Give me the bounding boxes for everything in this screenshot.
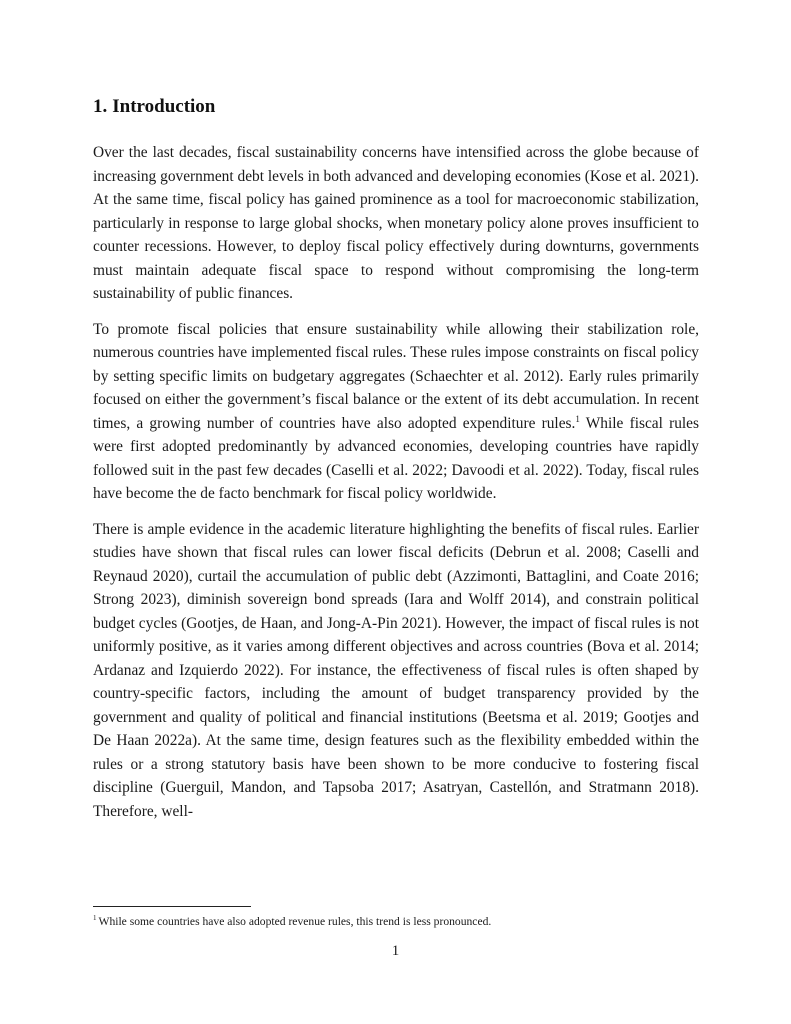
section-title: Introduction: [112, 96, 216, 117]
page-number: 1: [391, 943, 400, 959]
footnote-marker: 1: [93, 914, 97, 923]
paragraph-2-text-before-note: To promote fiscal policies that ensure sustainability while allowing their stabilization role, numerous countries have implemented fiscal rules. These rules impose constraints on fiscal policy by setting specific limits on budgetary aggregates (Schaechter et al. 2012). Early rules primarily focused on either the government’s fiscal balance or the extent of its debt accumulation. In recent times, a growing number of countries have also adopted expenditure rules.: [93, 320, 699, 432]
section-number: 1.: [93, 96, 108, 117]
footnote: [93, 914, 699, 930]
body-text: [93, 141, 699, 835]
footnote-reference-marker[interactable]: 1: [575, 413, 580, 424]
paragraph-2: [93, 318, 699, 506]
paragraph-3: There is ample evidence in the academic literature highlighting the benefits of fiscal rules. Earlier studies have shown that fiscal rules can lower fiscal deficits (Debrun et al. 2008; Caselli and Reynaud 2020), curtail the accumulation of public debt (Azzimonti, Battaglini, and Coate 2016; Strong 2023), diminish sovereign bond spreads (Iara and Wolff 2014), and constrain political budget cycles (Gootjes, de Haan, and Jong-A-Pin 2021). However, the impact of fiscal rules is not uniformly positive, as it varies among different objectives and across countries (Bova et al. 2014; Ardanaz and Izquierdo 2022). For instance, the effectiveness of fiscal rules is often shaped by country-specific factors, including the amount of budget transparency provided by the government and quality of political and financial institutions (Beetsma et al. 2019; Gootjes and De Haan 2022a). At the same time, design features such as the flexibility embedded within the rules or a strong statutory basis have been shown to be more conducive to fostering fiscal discipline (Guerguil, Mandon, and Tapsoba 2017; Asatryan, Castellón, and Stratmann 2018). Therefore, well-: [93, 520, 699, 820]
footnote-separator: [93, 906, 251, 907]
paragraph-2-text-after-note: While fiscal rules were first adopted predominantly by advanced economies, developing countries have rapidly followed suit in the past few decades (Caselli et al. 2022; Davoodi et al. 2022). Today, fiscal rules have become the de facto benchmark for fiscal policy worldwide.: [93, 414, 699, 502]
section-heading: [93, 95, 215, 119]
footnote-text: While some countries have also adopted revenue rules, this trend is less pronounced.: [98, 915, 492, 928]
paragraph-1: Over the last decades, fiscal sustainability concerns have intensified across the globe because of increasing government debt levels in both advanced and developing economies (Kose et al. 2021). At the same time, fiscal policy has gained prominence as a tool for macroeconomic stabilization, particularly in response to large global shocks, when monetary policy alone proves insufficient to counter recessions. However, to deploy fiscal policy effectively during downturns, governments must maintain adequate fiscal space to respond without compromising the long-term sustainability of public finances.: [93, 144, 699, 302]
